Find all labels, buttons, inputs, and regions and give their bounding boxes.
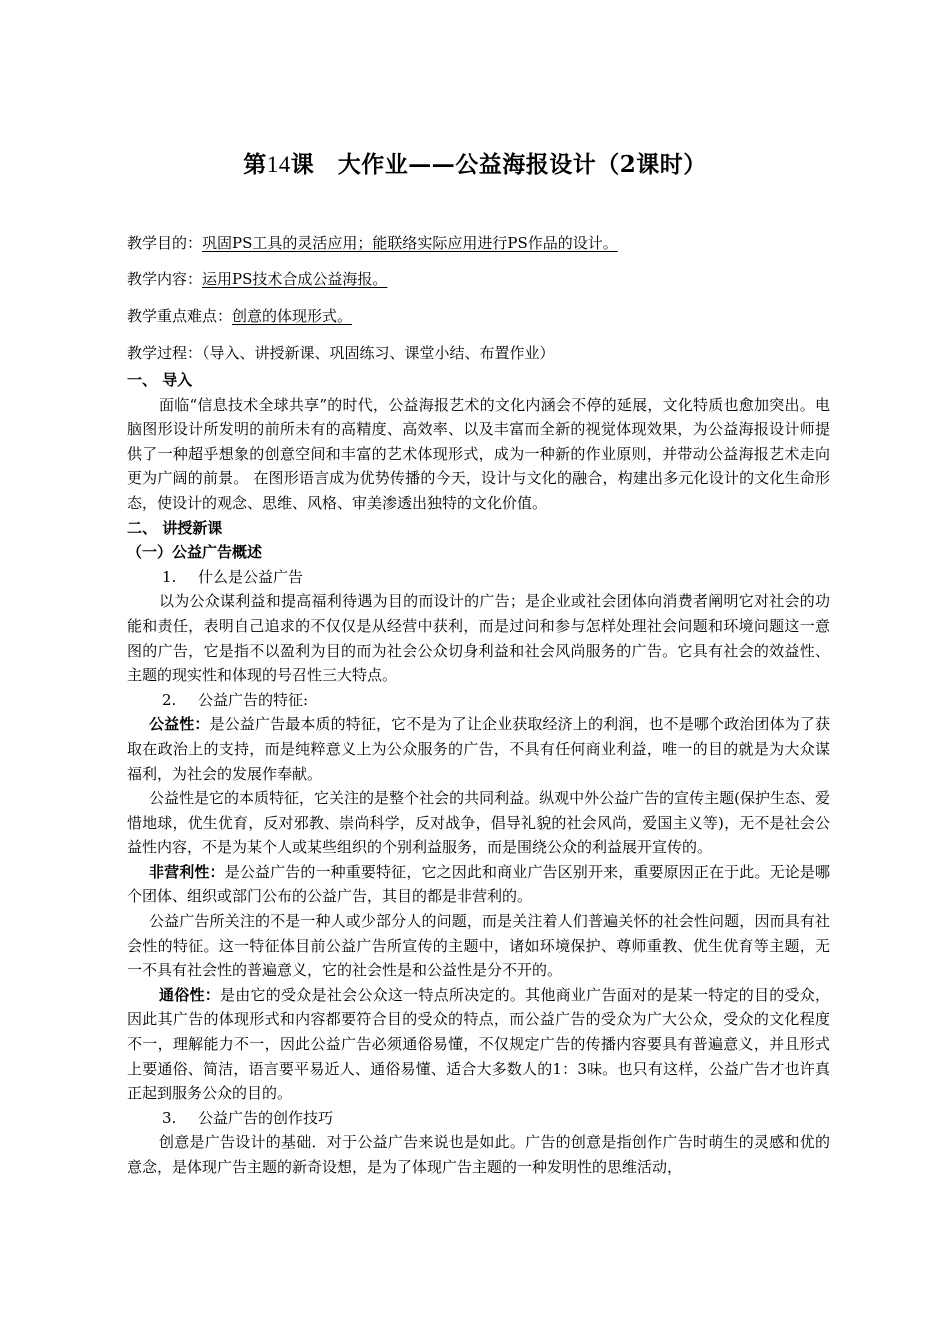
teaching-goal xyxy=(127,232,847,253)
title-lesson-number: 14 xyxy=(266,152,291,177)
feature-popular xyxy=(127,983,830,1106)
list-item-3-number: 3. xyxy=(162,1108,177,1127)
creativity-paragraph: 创意是广告设计的基础．对于公益广告来说也是如此。广告的创意是指创作广告时萌生的灵感和优的意念，是体现广告主题的新奇设想，是为了体现广告主题的一种发明性的思维活动， xyxy=(127,1133,830,1176)
section-heading-lecture: 二、 讲授新课 xyxy=(127,518,223,537)
feature-non-profit-key: 非营利性： xyxy=(149,862,225,881)
teaching-focus-value: 创意的体现形式。 xyxy=(232,307,353,325)
teaching-goal-value: 巩固PS工具的灵活应用；能联络实际应用进行PS作品的设计。 xyxy=(202,234,618,252)
teaching-content-label: 教学内容： xyxy=(127,270,203,288)
feature-public-welfare xyxy=(127,712,830,786)
subsection-heading-overview: （一）公益广告概述 xyxy=(127,543,263,562)
teaching-focus-label: 教学重点难点： xyxy=(127,307,233,325)
document-body xyxy=(127,368,830,1180)
teaching-goal-label: 教学目的： xyxy=(127,234,203,252)
title-text: 课 大作业——公益海报设计（2课时） xyxy=(290,151,707,178)
teaching-content xyxy=(127,268,847,289)
feature-public-welfare-detail: 公益性是它的本质特征，它关注的是整个社会的共同利益。纵观中外公益广告的宣传主题(保护生态、爱惜地球，优生优育，反对邪教、崇尚科学，反对战争，倡导礼貌的社会风尚，爱国主义等)，无不是社会公益性内容，不是为某个人或某些组织的个别利益服务，而是围绕公众的利益展开宣传的。 xyxy=(127,789,830,857)
feature-non-profit-text: 是公益广告的一种重要特征，它之因此和商业广告区别开来，重要原因正在于此。无论是哪个团体、组织或部门公布的公益广告，其目的都是非营利的。 xyxy=(127,862,830,906)
teaching-process-label: 教学过程： xyxy=(127,344,203,362)
feature-public-welfare-key: 公益性： xyxy=(149,715,210,734)
list-item-3-label: 公益广告的创作技巧 xyxy=(198,1108,334,1127)
feature-social-detail: 公益广告所关注的不是一种人或少部分人的问题，而是关注着人们普遍关怀的社会性问题，因而具有社会性的特征。这一特征体目前公益广告所宣传的主题中，诸如环境保护、尊师重教、优生优育等主题，无一不具有社会性的普遍意义，它的社会性是和公益性是分不开的。 xyxy=(127,912,830,980)
teaching-content-value: 运用PS技术合成公益海报。 xyxy=(202,270,388,288)
feature-popular-text: 是由它的受众是社会公众这一特点所决定的。其他商业广告面对的是某一特定的目的受众，因此其广告的体现形式和内容都要符合目的受众的特点，而公益广告的受众为广大公众，受众的文化程度不一，理解能力不一，因此公益广告必须通俗易懂，不仅规定广告的传播内容要具有普遍意义，并且形式上要通俗、简洁，语言要平易近人、通俗易懂、适合大多数人的1：3味。也只有这样，公益广告才也许真正起到服务公众的目的。 xyxy=(127,985,830,1103)
list-item-2-label: 公益广告的特征: xyxy=(198,690,309,709)
list-item-2-number: 2. xyxy=(162,690,177,709)
intro-paragraph: 面临“信息技术全球共享”的时代，公益海报艺术的文化内涵会不停的延展，文化特质也愈加突出。电脑图形设计所发明的前所未有的高精度、高效率、以及丰富而全新的视觉体现效果，为公益海报设计师提供了一种超乎想象的创意空间和丰富的艺术体现形式，成为一种新的作业原则，并带动公益海报艺术走向更为广阔的前景。 在图形语言成为优势传播的今天，设计与文化的融合，构建出多元化设计的文化生命形态，使设计的观念、思维、风格、审美渗透出独特的文化价值。 xyxy=(127,395,830,512)
teaching-process-value: （导入、讲授新课、巩固练习、课堂小结、布置作业） xyxy=(202,344,555,362)
list-item-1 xyxy=(127,565,830,590)
list-item-1-number: 1. xyxy=(162,567,177,586)
list-item-2 xyxy=(127,688,830,713)
title-prefix: 第 xyxy=(243,151,267,178)
feature-public-welfare-text: 是公益广告最本质的特征，它不是为了让企业获取经济上的利润，也不是哪个政治团体为了获取在政治上的支持，而是纯粹意义上为公众服务的广告，不具有任何商业利益，唯一的目的就是为大众谋福利，为社会的发展作奉献。 xyxy=(127,715,830,783)
list-item-1-label: 什么是公益广告 xyxy=(198,567,304,586)
feature-non-profit xyxy=(127,860,830,909)
teaching-process xyxy=(127,342,847,363)
section-heading-intro: 一、 导入 xyxy=(127,371,193,389)
page-title xyxy=(0,146,950,179)
list-item-3 xyxy=(127,1106,830,1131)
teaching-focus xyxy=(127,305,847,326)
feature-popular-key: 通俗性： xyxy=(159,985,221,1004)
definition-paragraph: 以为公众谋利益和提高福利待遇为目的而设计的广告；是企业或社会团体向消费者阐明它对社会的功能和责任，表明自己追求的不仅仅是从经营中获利，而是过问和参与怎样处理社会问题和环境问题这一意图的广告，它是指不以盈利为目的而为社会公众切身利益和社会风尚服务的广告。它具有社会的效益性、主题的现实性和体现的号召性三大特点。 xyxy=(127,592,830,685)
